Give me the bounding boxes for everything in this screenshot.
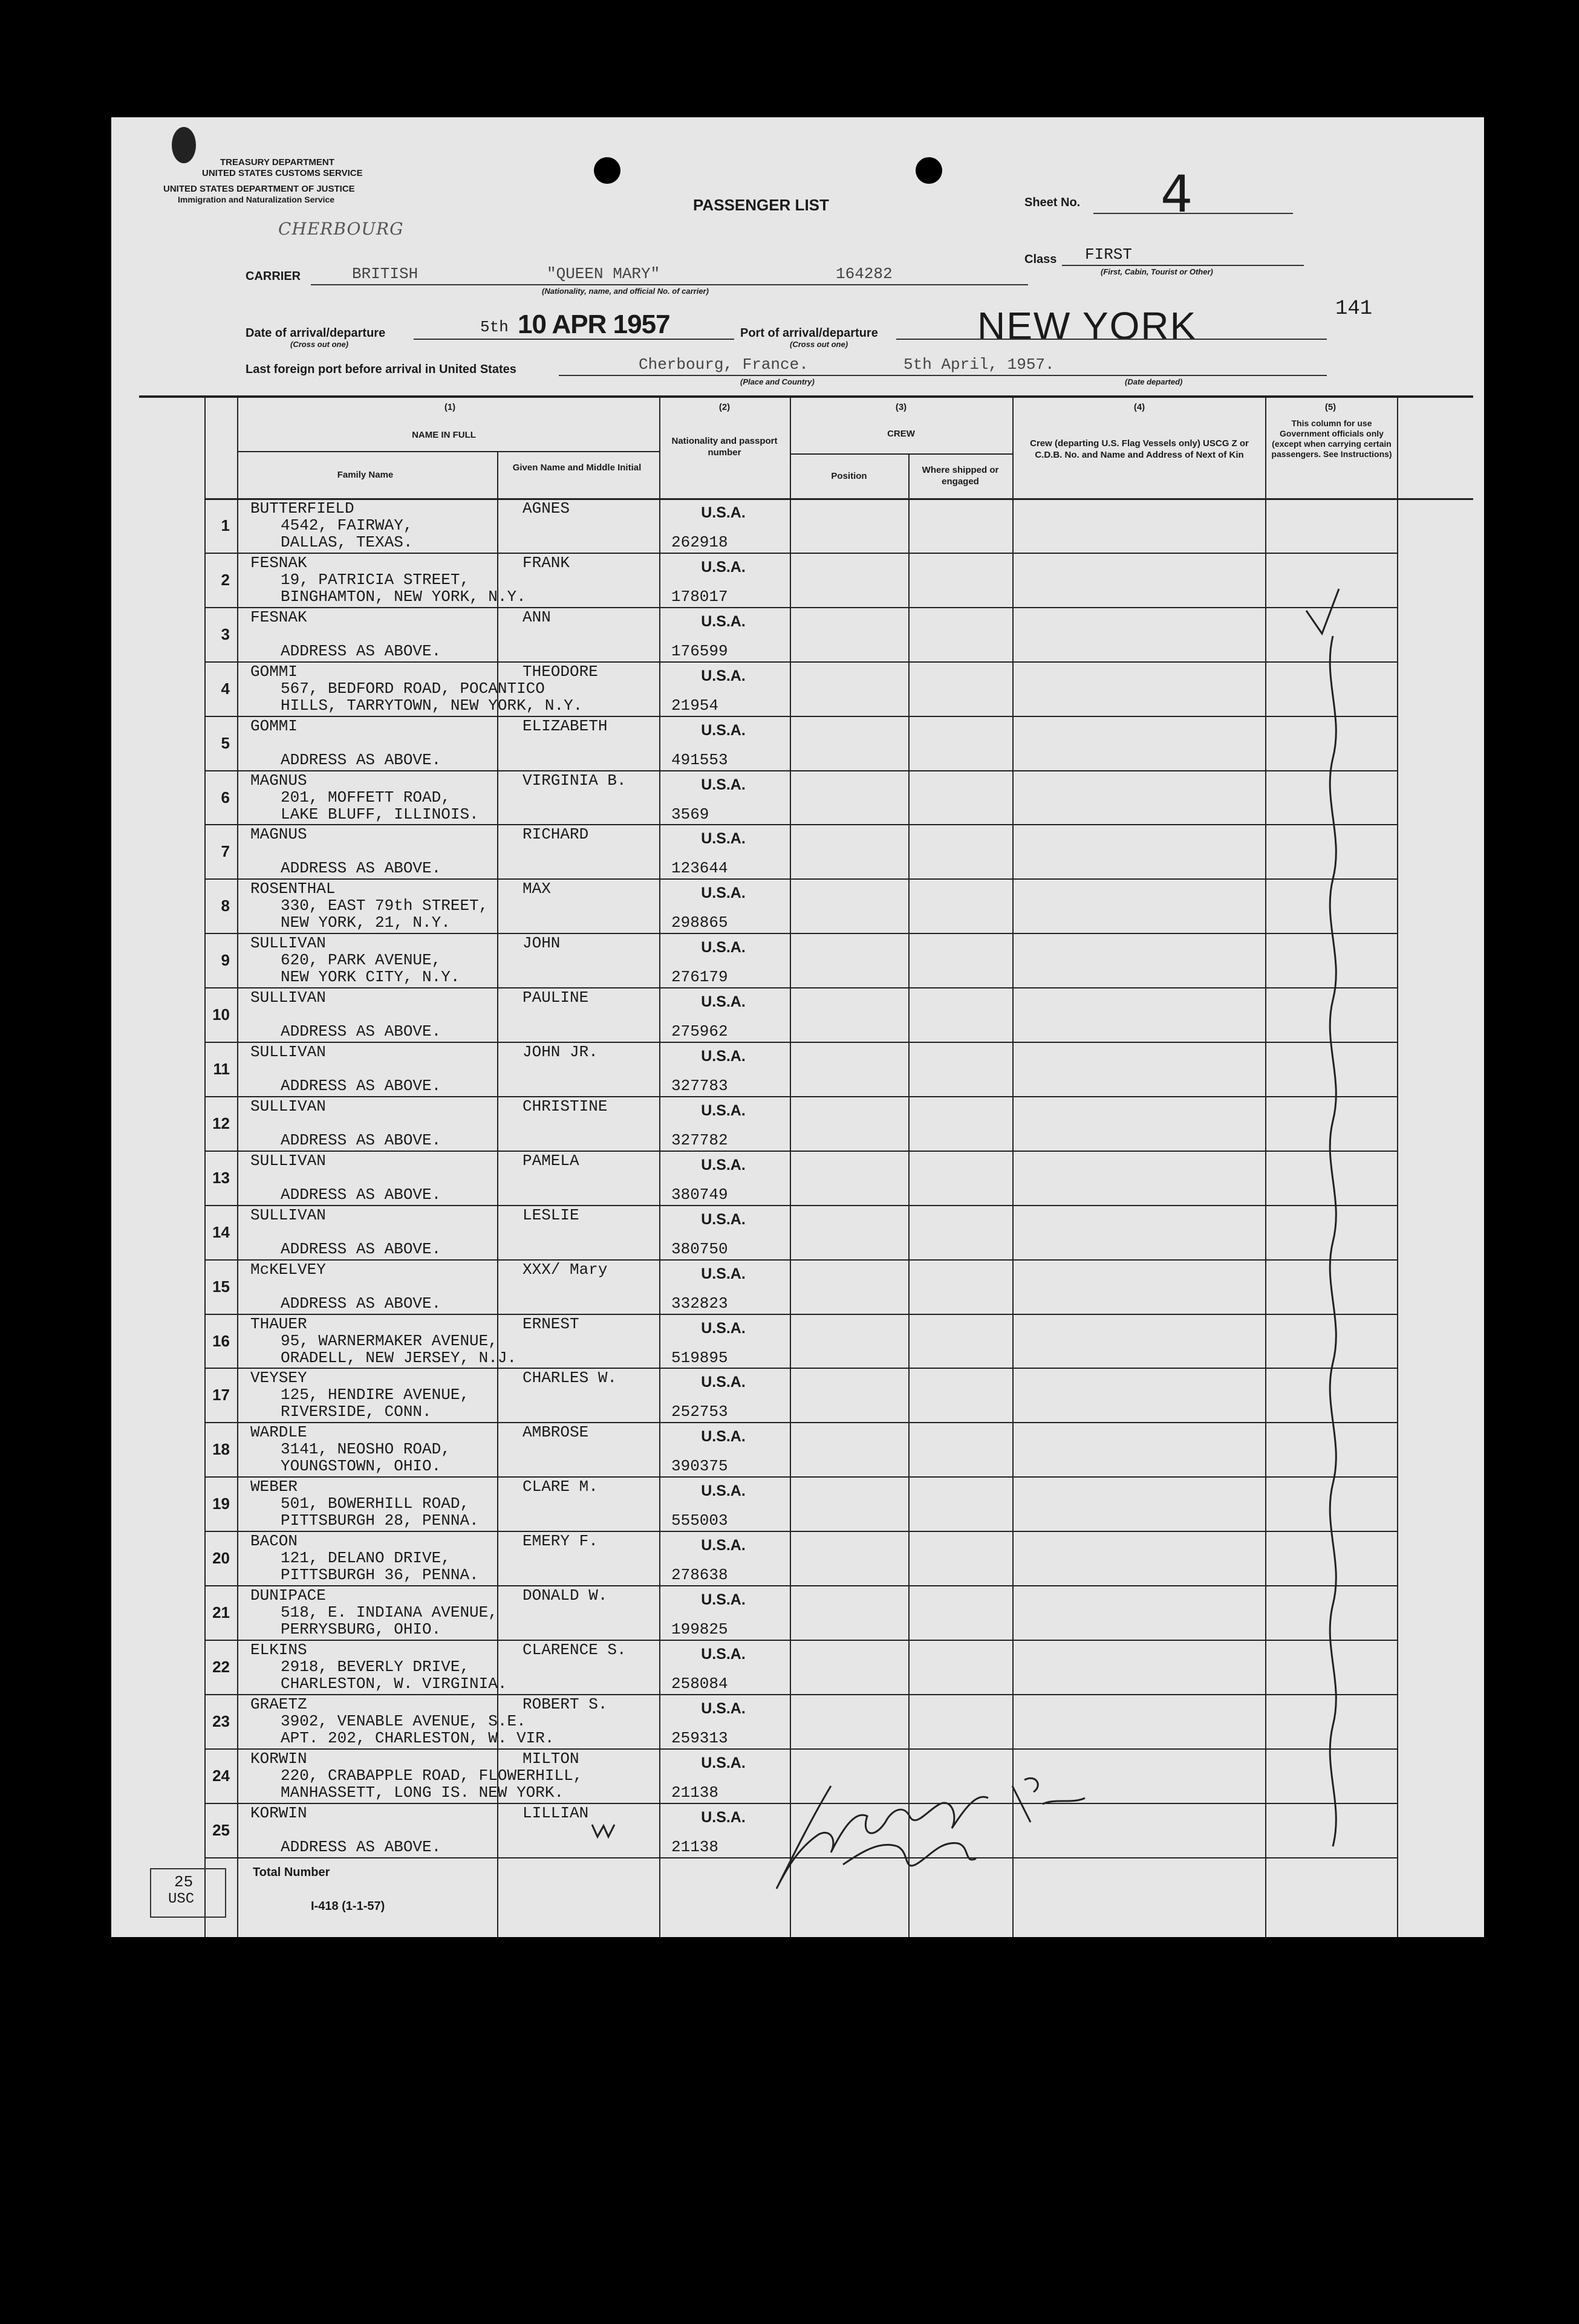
carrier-underline — [311, 284, 1028, 285]
address-line-2: ADDRESS AS ABOVE. — [281, 642, 441, 660]
row-divider — [204, 716, 1397, 717]
given-name: VIRGINIA B. — [523, 771, 627, 790]
given-name: CHRISTINE — [523, 1097, 608, 1115]
where-shipped-header: Where shipped or engaged — [922, 465, 999, 487]
given-name: MAX — [523, 880, 551, 898]
family-name: SULLIVAN — [250, 1206, 326, 1224]
row-divider — [204, 878, 1397, 880]
sheet-label: Sheet No. — [1024, 196, 1081, 209]
col-rule-crew-dep — [1012, 397, 1014, 1937]
passport-number: 332823 — [671, 1294, 728, 1313]
row-number: 22 — [212, 1658, 230, 1676]
given-name: JOHN — [523, 934, 561, 952]
passport-number: 380749 — [671, 1186, 728, 1204]
address-line-2: ADDRESS AS ABOVE. — [281, 1077, 441, 1095]
address-line-2: MANHASSETT, LONG IS. NEW YORK. — [281, 1784, 564, 1802]
family-name: ELKINS — [250, 1641, 307, 1659]
last-port-value: Cherbourg, France. — [639, 355, 809, 374]
given-name: AGNES — [523, 499, 570, 518]
row-number: 10 — [212, 1005, 230, 1024]
row-number: 1 — [221, 516, 230, 534]
address-line-1: 125, HENDIRE AVENUE, — [281, 1386, 470, 1404]
address-line-1: 95, WARNERMAKER AVENUE, — [281, 1332, 498, 1350]
row-divider — [204, 1259, 1397, 1261]
nationality: U.S.A. — [701, 1265, 746, 1282]
header-mid-rule-crew — [790, 453, 1012, 455]
address-line-1: 567, BEDFORD ROAD, POCANTICO — [281, 680, 545, 698]
nationality: U.S.A. — [701, 830, 746, 847]
row-divider — [204, 1640, 1397, 1641]
nationality: U.S.A. — [701, 1102, 746, 1119]
given-name: RICHARD — [523, 825, 589, 843]
row-number: 20 — [212, 1549, 230, 1567]
address-line-1: 330, EAST 79th STREET, — [281, 897, 489, 915]
port-stamp: NEW YORK — [977, 304, 1197, 348]
passport-number: 252753 — [671, 1403, 728, 1421]
passport-number: 298865 — [671, 914, 728, 932]
address-line-2: ORADELL, NEW JERSEY, N.J. — [281, 1349, 517, 1367]
given-name: PAULINE — [523, 988, 589, 1007]
given-name-header: Given Name and Middle Initial — [512, 463, 642, 473]
row-divider — [204, 770, 1397, 771]
passport-number: 21138 — [671, 1784, 719, 1802]
family-name: FESNAK — [250, 554, 307, 572]
row-divider — [204, 1042, 1397, 1043]
row-divider — [204, 1476, 1397, 1478]
wavy-line — [1330, 636, 1336, 1846]
family-name: BACON — [250, 1532, 298, 1550]
row-divider — [204, 1314, 1397, 1315]
passport-number: 555003 — [671, 1511, 728, 1530]
address-line-1: 4542, FAIRWAY, — [281, 516, 413, 534]
col-rule-family — [237, 397, 238, 1937]
corner-mark — [172, 127, 196, 163]
address-line-1: 518, E. INDIANA AVENUE, — [281, 1603, 498, 1621]
row-number: 2 — [221, 571, 230, 589]
row-number: 19 — [212, 1495, 230, 1513]
nationality: U.S.A. — [701, 1048, 746, 1065]
row-divider — [204, 1368, 1397, 1369]
address-line-2: PERRYSBURG, OHIO. — [281, 1620, 441, 1638]
nationality: U.S.A. — [701, 1482, 746, 1499]
given-name: ROBERT S. — [523, 1695, 608, 1713]
row-number: 11 — [213, 1060, 230, 1078]
address-line-2: APT. 202, CHARLESTON, W. VIR. — [281, 1729, 555, 1747]
address-line-2: LAKE BLUFF, ILLINOIS. — [281, 805, 479, 823]
sheet-underline — [1093, 213, 1293, 214]
given-name: MILTON — [523, 1750, 579, 1768]
port-underline — [896, 339, 1327, 340]
address-line-1: 3902, VENABLE AVENUE, S.E. — [281, 1712, 526, 1730]
family-name: WARDLE — [250, 1423, 307, 1441]
given-name: ERNEST — [523, 1315, 579, 1333]
place-caption: (Place and Country) — [740, 377, 815, 386]
address-line-2: NEW YORK CITY, N.Y. — [281, 968, 460, 986]
col3-number: (3) — [895, 402, 907, 412]
nationality: U.S.A. — [701, 1537, 746, 1554]
row-number: 8 — [221, 897, 230, 915]
form-number: I-418 (1-1-57) — [311, 1900, 385, 1913]
row-number: 25 — [212, 1821, 230, 1839]
address-line-1: 201, MOFFETT ROAD, — [281, 788, 451, 807]
address-line-2: DALLAS, TEXAS. — [281, 533, 413, 551]
row-number: 6 — [221, 788, 230, 807]
passport-number: 491553 — [671, 751, 728, 769]
passport-number: 380750 — [671, 1240, 728, 1258]
family-name: GRAETZ — [250, 1695, 307, 1713]
list-title: PASSENGER LIST — [693, 196, 829, 214]
row-number: 4 — [221, 680, 230, 698]
passport-number: 3569 — [671, 805, 709, 823]
nationality: U.S.A. — [701, 559, 746, 576]
date-caption: (Cross out one) — [290, 340, 349, 349]
family-name: SULLIVAN — [250, 1043, 326, 1061]
nationality: U.S.A. — [701, 1374, 746, 1391]
date-label: Date of arrival/departure — [246, 326, 386, 340]
nationality: U.S.A. — [701, 939, 746, 956]
row-number: 16 — [212, 1332, 230, 1350]
date-underline — [414, 339, 734, 340]
date-departed-caption: (Date departed) — [1125, 377, 1183, 386]
total-number-label: Total Number — [253, 1866, 330, 1879]
family-name: SULLIVAN — [250, 1152, 326, 1170]
row-divider — [204, 1422, 1397, 1423]
nationality: U.S.A. — [701, 1754, 746, 1771]
usc-stamp-line2: USC — [168, 1891, 195, 1907]
row-number: 14 — [212, 1223, 230, 1241]
passport-number: 519895 — [671, 1349, 728, 1367]
passport-number: 123644 — [671, 859, 728, 877]
address-line-2: NEW YORK, 21, N.Y. — [281, 914, 451, 932]
family-name: SULLIVAN — [250, 934, 326, 952]
address-line-1: 2918, BEVERLY DRIVE, — [281, 1658, 470, 1676]
nationality-header: Nationality and passport number — [671, 436, 778, 458]
address-line-2: YOUNGSTOWN, OHIO. — [281, 1457, 441, 1475]
row-divider — [204, 1096, 1397, 1097]
address-line-1: 121, DELANO DRIVE, — [281, 1549, 451, 1567]
given-name: JOHN JR. — [523, 1043, 598, 1061]
family-name: THAUER — [250, 1315, 307, 1333]
row-divider — [204, 1151, 1397, 1152]
class-label: Class — [1024, 253, 1057, 266]
passport-number: 199825 — [671, 1620, 728, 1638]
family-name: McKELVEY — [250, 1261, 326, 1279]
date-typed: 5th — [480, 318, 509, 336]
nationality: U.S.A. — [701, 504, 746, 521]
row-divider — [204, 1585, 1397, 1586]
given-name: CHARLES W. — [523, 1369, 617, 1387]
address-line-2: PITTSBURGH 28, PENNA. — [281, 1511, 479, 1530]
row-divider — [204, 987, 1397, 988]
row-divider — [204, 661, 1397, 663]
given-name: LESLIE — [523, 1206, 579, 1224]
nationality: U.S.A. — [701, 1646, 746, 1663]
usc-stamp-box — [150, 1868, 226, 1918]
row-number: 5 — [221, 734, 230, 752]
given-name: EMERY F. — [523, 1532, 598, 1550]
address-line-2: CHARLESTON, W. VIRGINIA. — [281, 1675, 507, 1693]
handwritten-port: CHERBOURG — [278, 219, 404, 239]
family-name-header: Family Name — [337, 470, 394, 480]
last-port-underline — [559, 375, 1327, 376]
nationality: U.S.A. — [701, 776, 746, 793]
row-number: 18 — [212, 1440, 230, 1458]
passport-number: 259313 — [671, 1729, 728, 1747]
given-name: FRANK — [523, 554, 570, 572]
passport-number: 327782 — [671, 1131, 728, 1149]
nationality: U.S.A. — [701, 1809, 746, 1826]
dept-line-4: Immigration and Naturalization Service — [178, 195, 335, 204]
carrier-caption: (Nationality, name, and official No. of carrier) — [542, 287, 709, 296]
nationality: U.S.A. — [701, 1157, 746, 1173]
row-divider — [204, 933, 1397, 934]
row-divider — [204, 824, 1397, 825]
address-line-1: 3141, NEOSHO ROAD, — [281, 1440, 451, 1458]
port-label: Port of arrival/departure — [740, 326, 878, 340]
row-number: 7 — [221, 842, 230, 860]
family-name: SULLIVAN — [250, 1097, 326, 1115]
row-number: 21 — [212, 1603, 230, 1621]
row-divider — [204, 553, 1397, 554]
nationality: U.S.A. — [701, 1428, 746, 1445]
address-line-2: ADDRESS AS ABOVE. — [281, 859, 441, 877]
nationality: U.S.A. — [701, 1211, 746, 1228]
address-line-2: ADDRESS AS ABOVE. — [281, 1838, 441, 1856]
table-top-rule — [139, 395, 1473, 398]
address-line-1: 501, BOWERHILL ROAD, — [281, 1495, 470, 1513]
given-name: CLARE M. — [523, 1478, 598, 1496]
date-stamp: 10 APR 1957 — [518, 310, 670, 339]
page-number: 141 — [1335, 297, 1373, 320]
given-name: THEODORE — [523, 663, 598, 681]
sheet-number: 4 — [1161, 164, 1193, 224]
row-divider — [204, 607, 1397, 608]
carrier-nationality: BRITISH — [352, 265, 418, 283]
passport-number: 258084 — [671, 1675, 728, 1693]
passport-number: 275962 — [671, 1022, 728, 1040]
address-line-2: ADDRESS AS ABOVE. — [281, 1240, 441, 1258]
family-name: GOMMI — [250, 663, 298, 681]
given-name: XXX/ Mary — [523, 1261, 608, 1279]
given-name: ANN — [523, 608, 551, 626]
usc-stamp-line1: 25 — [174, 1873, 194, 1891]
row-divider — [204, 1205, 1397, 1206]
passport-number: 278638 — [671, 1566, 728, 1584]
review-marks — [1265, 498, 1397, 1937]
family-name: BUTTERFIELD — [250, 499, 354, 518]
carrier-label: CARRIER — [246, 270, 301, 283]
row-number: 17 — [212, 1386, 230, 1404]
col1-number: (1) — [444, 402, 456, 412]
table-right-rule — [1397, 397, 1398, 1937]
address-line-2: ADDRESS AS ABOVE. — [281, 1022, 441, 1040]
address-line-2: RIVERSIDE, CONN. — [281, 1403, 432, 1421]
row-divider — [204, 1694, 1397, 1695]
family-name: FESNAK — [250, 608, 307, 626]
passport-number: 327783 — [671, 1077, 728, 1095]
passenger-list-document — [111, 117, 1484, 1937]
header-mid-rule-name — [237, 451, 659, 452]
nationality: U.S.A. — [701, 613, 746, 630]
last-port-date: 5th April, 1957. — [903, 355, 1055, 374]
passport-number: 262918 — [671, 533, 728, 551]
row-number: 13 — [212, 1169, 230, 1187]
nationality: U.S.A. — [701, 722, 746, 739]
last-port-label: Last foreign port before arrival in United States — [246, 363, 516, 376]
nationality: U.S.A. — [701, 884, 746, 901]
nationality: U.S.A. — [701, 1591, 746, 1608]
family-name: DUNIPACE — [250, 1586, 326, 1605]
address-line-2: ADDRESS AS ABOVE. — [281, 1294, 441, 1313]
carrier-number: 164282 — [836, 265, 893, 283]
family-name: KORWIN — [250, 1804, 307, 1822]
address-line-2: ADDRESS AS ABOVE. — [281, 751, 441, 769]
carrier-name: "QUEEN MARY" — [547, 265, 660, 283]
passport-number: 178017 — [671, 588, 728, 606]
given-name: LILLIAN — [523, 1804, 589, 1822]
col5-number: (5) — [1324, 402, 1336, 412]
class-caption: (First, Cabin, Tourist or Other) — [1101, 267, 1213, 276]
punch-hole-left — [594, 157, 620, 184]
row-divider — [204, 1531, 1397, 1532]
family-name: WEBER — [250, 1478, 298, 1496]
given-name: AMBROSE — [523, 1423, 589, 1441]
family-name: SULLIVAN — [250, 988, 326, 1007]
check-mark-icon — [1306, 589, 1339, 634]
col5-header: This column for use Government officials only (except when carrying certain passengers. See Instructions) — [1271, 418, 1392, 459]
family-name: VEYSEY — [250, 1369, 307, 1387]
passport-number: 390375 — [671, 1457, 728, 1475]
row-number: 15 — [212, 1277, 230, 1296]
col-rule-position — [790, 397, 791, 1937]
given-name: DONALD W. — [523, 1586, 608, 1605]
given-name: ELIZABETH — [523, 717, 608, 735]
class-underline — [1062, 265, 1304, 266]
family-name: KORWIN — [250, 1750, 307, 1768]
class-value: FIRST — [1085, 245, 1133, 264]
nationality: U.S.A. — [701, 667, 746, 684]
passport-number: 21954 — [671, 696, 719, 715]
col4-number: (4) — [1133, 402, 1145, 412]
row-number: 23 — [212, 1712, 230, 1730]
address-line-1: 220, CRABAPPLE ROAD, FLOWERHILL, — [281, 1767, 583, 1785]
punch-hole-right — [916, 157, 942, 184]
port-caption: (Cross out one) — [790, 340, 848, 349]
address-line-2: ADDRESS AS ABOVE. — [281, 1186, 441, 1204]
dept-line-1: TREASURY DEPARTMENT — [220, 157, 334, 167]
inspector-signature — [758, 1713, 1097, 1907]
nationality: U.S.A. — [701, 1320, 746, 1337]
dept-line-2: UNITED STATES CUSTOMS SERVICE — [202, 168, 363, 178]
crew-departing-header: Crew (departing U.S. Flag Vessels only) USCG Z or C.D.B. No. and Name and Address of Next of Kin — [1030, 438, 1249, 460]
address-line-2: PITTSBURGH 36, PENNA. — [281, 1566, 479, 1584]
address-line-2: HILLS, TARRYTOWN, NEW YORK, N.Y. — [281, 696, 583, 715]
crew-header: CREW — [887, 429, 915, 439]
family-name: GOMMI — [250, 717, 298, 735]
family-name: ROSENTHAL — [250, 880, 336, 898]
address-line-2: BINGHAMTON, NEW YORK, N.Y. — [281, 588, 526, 606]
nationality: U.S.A. — [701, 1700, 746, 1717]
col2-number: (2) — [718, 402, 731, 412]
name-in-full-header: NAME IN FULL — [412, 430, 476, 440]
dept-line-3: UNITED STATES DEPARTMENT OF JUSTICE — [163, 184, 355, 194]
address-line-1: 19, PATRICIA STREET, — [281, 571, 470, 589]
passport-number: 21138 — [671, 1838, 719, 1856]
passport-number: 276179 — [671, 968, 728, 986]
nationality: U.S.A. — [701, 993, 746, 1010]
row-number: 3 — [221, 625, 230, 643]
row-number: 9 — [221, 951, 230, 969]
position-header: Position — [831, 471, 867, 481]
given-name: CLARENCE S. — [523, 1641, 627, 1659]
address-line-2: ADDRESS AS ABOVE. — [281, 1131, 441, 1149]
small-hand-mark — [589, 1819, 625, 1843]
row-number: 12 — [212, 1114, 230, 1132]
address-line-1: 620, PARK AVENUE, — [281, 951, 441, 969]
passport-number: 176599 — [671, 642, 728, 660]
given-name: PAMELA — [523, 1152, 579, 1170]
family-name: MAGNUS — [250, 825, 307, 843]
row-number: 24 — [212, 1767, 230, 1785]
family-name: MAGNUS — [250, 771, 307, 790]
